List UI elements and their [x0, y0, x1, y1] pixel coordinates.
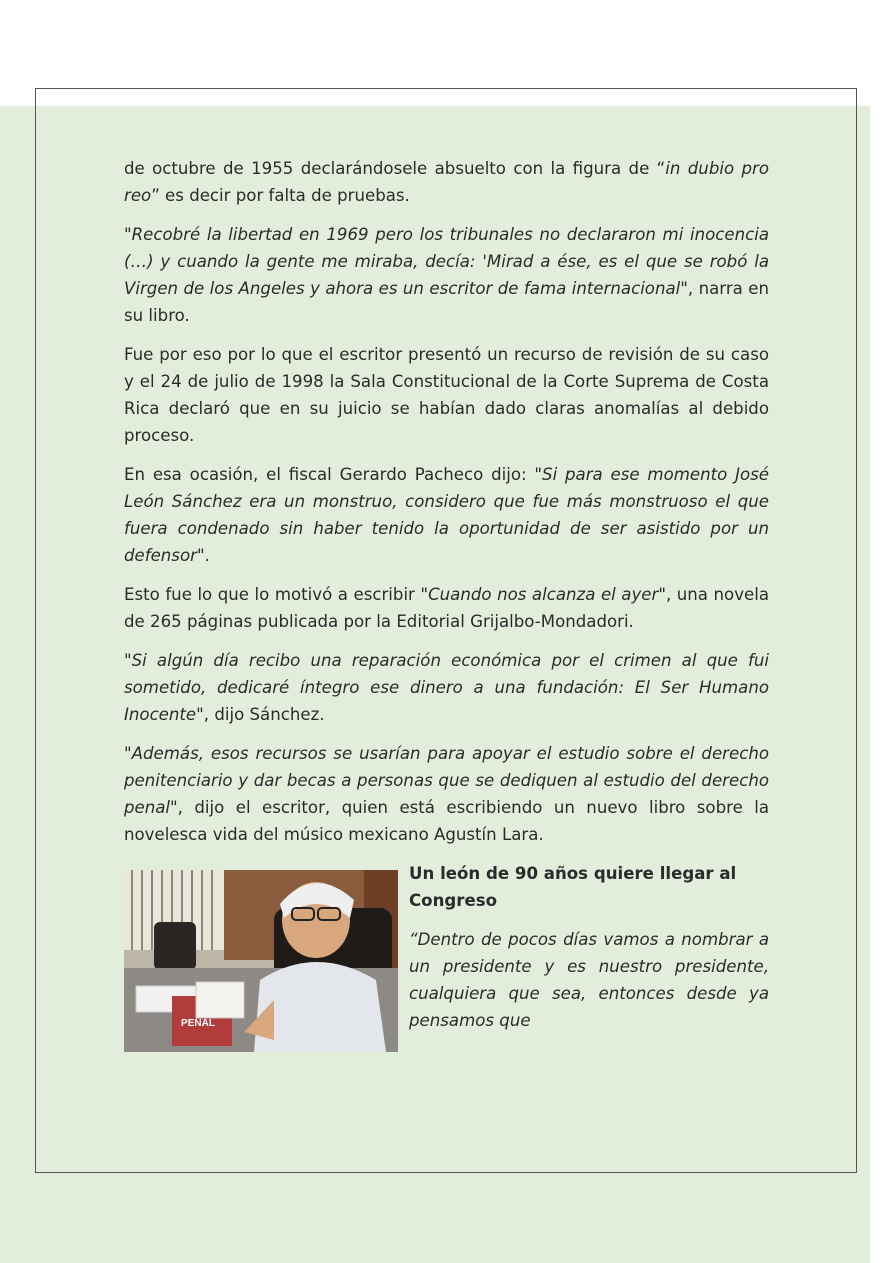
text: de octubre de 1955 declarándosele absuelto con la figura de “ [124, 159, 666, 178]
italic-text: in dubio pro reo [124, 159, 770, 205]
italic-quote: Recobré la libertad en 1969 pero los tribunales no declararon mi inocencia (…) y cuando la gente me miraba, decía: 'Mirad a ése, es el que se robó la Virgen de los Angeles y ahora es un escritor de fama internacional [124, 225, 769, 298]
paragraph-4 [124, 461, 769, 569]
article-body [124, 155, 769, 1060]
text: ", dijo el escritor, quien está escribiendo un nuevo libro sobre la novelesca vida del músico mexicano Agustín Lara. [124, 798, 769, 844]
text: En esa ocasión, el fiscal Gerardo Pacheco dijo: " [124, 465, 543, 484]
book-title: Cuando nos alcanza el ayer [428, 585, 659, 604]
section-heading: Un león de 90 años quiere llegar al Congreso [409, 864, 737, 910]
text: ", una novela de 265 páginas publicada por la Editorial Grijalbo-Mondadori. [124, 585, 769, 631]
paragraph-5 [124, 581, 769, 635]
figure-block [124, 860, 769, 1060]
text: Esto fue lo que lo motivó a escribir " [124, 585, 429, 604]
quote-mark: “ [409, 930, 418, 949]
text: ". [196, 546, 210, 565]
paragraph-7 [124, 740, 769, 848]
text: " [124, 744, 132, 763]
italic-quote: Si para ese momento José León Sánchez era un monstruo, considero que fue más monstruoso el que fuera condenado sin haber tenido la oportunidad de ser asistido por un defensor [124, 465, 769, 565]
sidebar-quote [409, 926, 769, 1034]
text: " [124, 651, 132, 670]
sidebar-text [409, 860, 769, 1034]
paragraph-6 [124, 647, 769, 728]
book-cover-label: PENAL [181, 1018, 215, 1029]
text: ” es decir por falta de pruebas. [151, 186, 410, 205]
paragraph-2 [124, 221, 769, 329]
author-photo [124, 870, 398, 1052]
paragraph-3: Fue por eso por lo que el escritor presentó un recurso de revisión de su caso y el 24 de julio de 1998 la Sala Constitucional de la Corte Suprema de Costa Rica declaró que en su juicio se habían dado claras anomalías al debido proceso. [124, 345, 769, 445]
text: " [124, 225, 132, 244]
paragraph-1 [124, 155, 769, 209]
italic-quote: Si algún día recibo una reparación económica por el crimen al que fui sometido, dedicaré íntegro ese dinero a una fundación: El Ser Humano Inocente [124, 651, 769, 724]
text: ", dijo Sánchez. [196, 705, 325, 724]
text: ", narra en su libro. [124, 279, 770, 325]
italic-quote: Además, esos recursos se usarían para apoyar el estudio sobre el derecho penitenciario y dar becas a personas que se dediquen al estudio del derecho penal [124, 744, 769, 817]
italic-quote: Dentro de pocos días vamos a nombrar a un presidente y es nuestro presidente, cualquiera que sea, entonces desde ya pensamos que [409, 930, 769, 1030]
